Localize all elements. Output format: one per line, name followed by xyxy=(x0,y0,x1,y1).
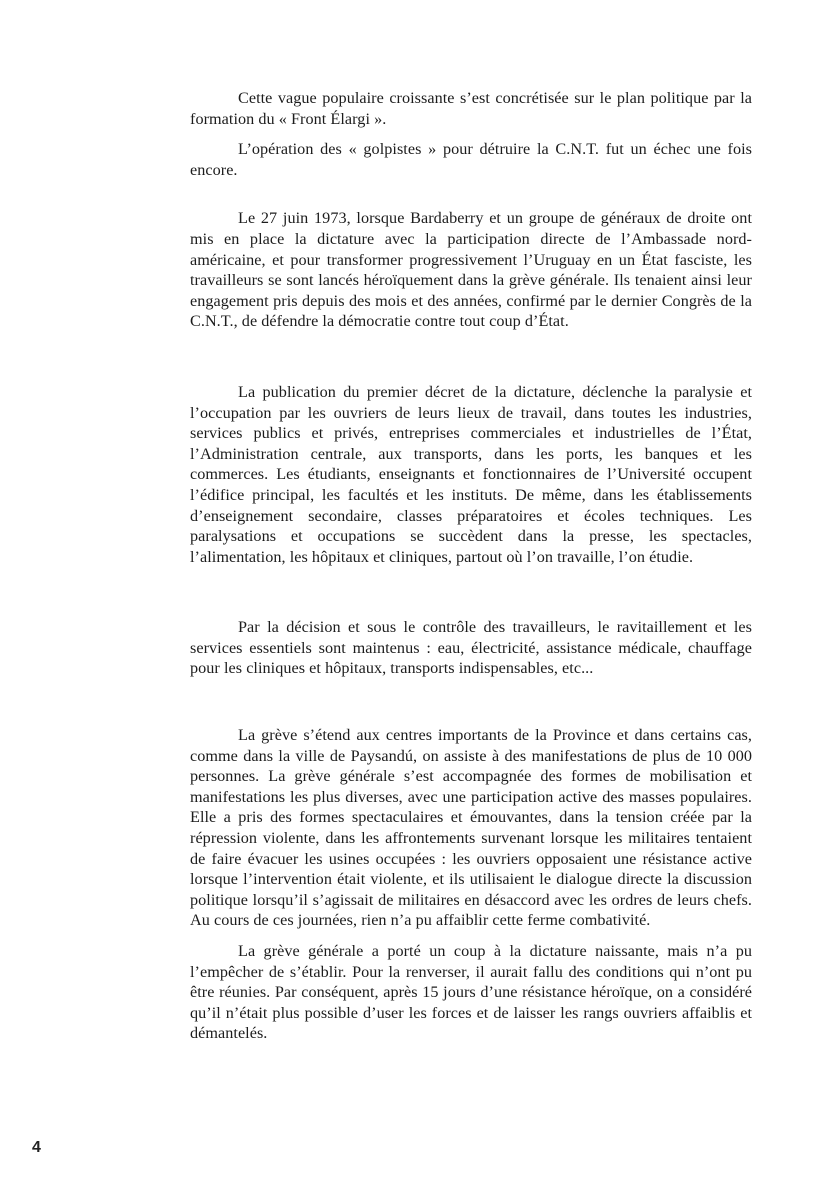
paragraph-coup-dictature: La grève générale a porté un coup à la dictature naissante, mais n’a pu l’empêcher de s’établir. Pour la renverser, il aurait fallu des conditions qui n’ont pu être réunies. Par conséquent, après 15 jours d’une résistance héroïque, on a considéré qu’il n’était plus possible d’user les forces et de laisser les rangs ouvriers affaiblis et démantelés. xyxy=(190,942,752,1043)
paragraph-ravitaillement: Par la décision et sous le contrôle des travailleurs, le ravitaillement et les services essentiels sont maintenus : eau, électricité, assistance médicale, chauffage pour les cliniques et hôpitaux, transports indispensables, etc... xyxy=(190,618,752,678)
paragraph-golpistes: L’opération des « golpistes » pour détruire la C.N.T. fut un échec une fois encore. xyxy=(190,140,752,179)
paragraph-front-elargi: Cette vague populaire croissante s’est concrétisée sur le plan politique par la formation du « Front Élargi ». xyxy=(190,89,752,128)
paragraph-27-juin-1973: Le 27 juin 1973, lorsque Bardaberry et un groupe de généraux de droite ont mis en place la dictature avec la participation directe de l’Ambassade nord-américaine, et pour transformer progressivement l’Uruguay en un État fasciste, les travailleurs se sont lancés héroïquement dans la grève générale. Ils tenaient ainsi leur engagement pris depuis des mois et des années, confirmé par le dernier Congrès de la C.N.T., de défendre la démocratie contre tout coup d’État. xyxy=(190,209,752,331)
body-text xyxy=(190,88,752,1044)
paragraph-premier-decret: La publication du premier décret de la dictature, déclenche la paralysie et l’occupation par les ouvriers de leurs lieux de travail, dans toutes les industries, services publics et privés, entreprises commerciales et industrielles de l’État, l’Administration centrale, aux transports, dans les ports, les banques et les commerces. Les étudiants, enseignants et fonctionnaires de l’Université occupent l’édifice principal, les facultés et les instituts. De même, dans les établissements d’enseignement secondaire, classes préparatoires et écoles techniques. Les paralysations et occupations se succèdent dans la presse, les spectacles, l’alimentation, les hôpitaux et cliniques, partout où l’on travaille, l’on étudie. xyxy=(190,382,752,566)
page-number: 4 xyxy=(32,1139,41,1156)
paragraph-province: La grève s’étend aux centres importants de la Province et dans certains cas, comme dans la ville de Paysandú, on assiste à des manifestations de plus de 10 000 personnes. La grève générale s’est accompagnée des formes de mobilisation et manifestations les plus diverses, avec une participation active des masses populaires. Elle a pris des formes spectaculaires et émouvantes, dans la tension créée par la répression violente, dans les affrontements survenant lorsque les militaires tentaient de faire évacuer les usines occupées : les ouvriers opposaient une résistance active lorsque l’intervention était violente, et ils utilisaient le dialogue directe la discussion politique lorsqu’il s’agissait de militaires en désaccord avec les ordres de leurs chefs. Au cours de ces journées, rien n’a pu affaiblir cette ferme combativité. xyxy=(190,726,752,930)
